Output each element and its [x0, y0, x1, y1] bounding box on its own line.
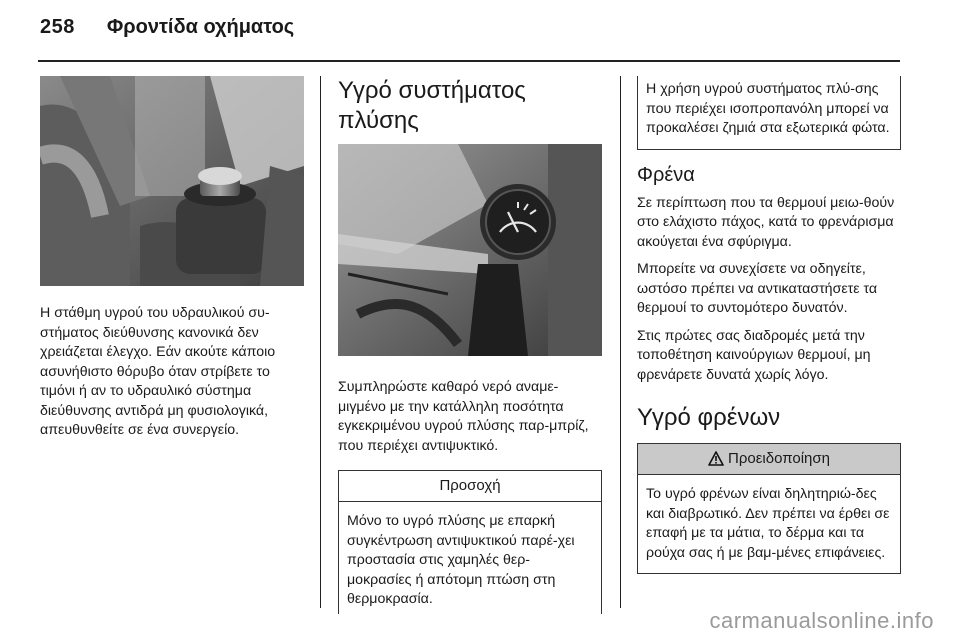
washer-fluid-paragraph: Συμπληρώστε καθαρό νερό αναμε-μιγμένο με την κατάλληλη ποσότητα εγκεκριμένου υγρού πλύσης παρ-μπρίζ, που περιέχει αντιψυκτικό. — [338, 379, 589, 454]
header-divider — [38, 60, 900, 62]
warning-heading: Προειδοποίηση — [728, 450, 830, 467]
brakes-paragraph-1: Σε περίπτωση που τα θερμουί μειω-θούν στο ελάχιστο πάχος, κατά το φρενάρισμα ακούγεται ένα σφύριγμα. — [637, 194, 895, 250]
middle-column — [338, 76, 602, 614]
watermark: carmanualsonline.info — [709, 608, 934, 633]
power-steering-paragraph: Η στάθμη υγρού του υδραυλικού συ-στήματος διεύθυνσης κανονικά δεν χρειάζεται έλεγχο. Εάν ακούτε κάποιο ασυνήθιστο θόρυβο όταν στρίβετε το τιμόνι ή αν το υδραυλικό σύστημα διεύθυνσης αντιδρά μη φυσιολογικά, απευθυνθείτε σε ένα συνεργείο. — [40, 305, 276, 438]
warning-text: Το υγρό φρένων είναι δηλητηριώ-δες και διαβρωτικό. Δεν πρέπει να έρθει σε επαφή με τα μάτια, το δέρμα και τα ρούχα σας ή με βαμ-μένες επιφάνειες. — [646, 486, 890, 561]
info-text: Η χρήση υγρού συστήματος πλύ-σης που περιέχει ισοπροπανόλη μπορεί να προκαλέσει ζημιά στα εξωτερικά φώτα. — [646, 81, 890, 136]
caution-heading: Προσοχή — [339, 471, 601, 502]
page-header — [40, 16, 294, 50]
caution-box — [338, 470, 602, 614]
warning-header — [638, 444, 900, 475]
washer-fluid-reservoir-photo — [338, 144, 602, 356]
brakes-paragraph-3: Στις πρώτες σας διαδρομές μετά την τοποθέτηση καινούργιων θερμουί, μη φρενάρετε δυνατά χωρίς λόγο. — [637, 327, 871, 383]
brakes-title: Φρένα — [637, 163, 695, 186]
right-column — [637, 76, 901, 574]
brakes-paragraph-2: Μπορείτε να συνεχίσετε να οδηγείτε, ωστόσο πρέπει να αντικαταστήσετε τα θερμουί το συντομότερο δυνατόν. — [637, 261, 878, 316]
brake-fluid-title: Υγρό φρένων — [637, 404, 781, 431]
caution-text: Μόνο το υγρό πλύσης με επαρκή συγκέντρωση αντιψυκτικού παρέ-χει προστασία στις χαμηλές θερ-μοκρασίες ή απότομη πτώση στη θερμοκρασία. — [347, 513, 575, 607]
chapter-title: Φροντίδα οχήματος — [106, 16, 295, 38]
column-divider-2 — [620, 76, 621, 608]
left-column — [40, 76, 304, 441]
washer-fluid-title: Υγρό συστήματος πλύσης — [338, 77, 526, 134]
warning-box — [637, 443, 901, 574]
power-steering-reservoir-photo — [40, 76, 304, 286]
page-number: 258 — [40, 16, 75, 38]
column-divider-1 — [320, 76, 321, 608]
info-box — [637, 76, 901, 150]
warning-triangle-icon — [708, 451, 724, 466]
